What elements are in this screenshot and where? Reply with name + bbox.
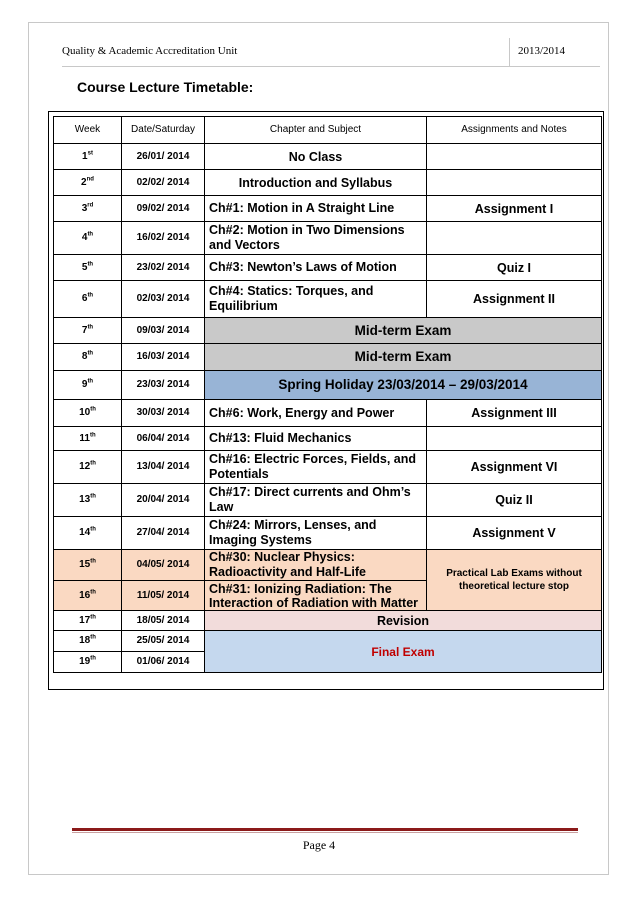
note-cell: Assignment V bbox=[427, 517, 602, 550]
table-row bbox=[54, 371, 602, 400]
chapter-cell: Ch#2: Motion in Two Dimensions and Vectors bbox=[205, 222, 427, 255]
lab-note-cell: Practical Lab Exams without theoretical lecture stop bbox=[427, 550, 602, 611]
week-cell: 7th bbox=[54, 318, 122, 344]
date-cell: 16/02/ 2014 bbox=[122, 222, 205, 255]
table-row bbox=[54, 222, 602, 255]
footer-rule bbox=[72, 828, 578, 831]
chapter-cell: No Class bbox=[205, 144, 427, 170]
chapter-cell: Ch#24: Mirrors, Lenses, and Imaging Systems bbox=[205, 517, 427, 550]
date-cell: 27/04/ 2014 bbox=[122, 517, 205, 550]
table-row bbox=[54, 451, 602, 484]
table-row bbox=[54, 484, 602, 517]
revision-cell: Revision bbox=[205, 611, 602, 631]
table-row bbox=[54, 144, 602, 170]
page-number: Page 4 bbox=[302, 838, 336, 852]
table-row bbox=[54, 427, 602, 451]
date-cell: 23/03/ 2014 bbox=[122, 371, 205, 400]
date-cell: 13/04/ 2014 bbox=[122, 451, 205, 484]
week-cell: 14th bbox=[54, 517, 122, 550]
chapter-cell: Ch#1: Motion in A Straight Line bbox=[205, 196, 427, 222]
table-row bbox=[54, 255, 602, 281]
table-row bbox=[54, 344, 602, 371]
date-cell: 20/04/ 2014 bbox=[122, 484, 205, 517]
chapter-cell: Ch#6: Work, Energy and Power bbox=[205, 400, 427, 427]
holiday-cell: Spring Holiday 23/03/2014 – 29/03/2014 bbox=[205, 371, 602, 400]
table-row bbox=[54, 611, 602, 631]
date-cell: 25/05/ 2014 bbox=[122, 631, 205, 652]
week-cell: 1st bbox=[54, 144, 122, 170]
date-cell: 30/03/ 2014 bbox=[122, 400, 205, 427]
table-row bbox=[54, 550, 602, 581]
week-cell: 12th bbox=[54, 451, 122, 484]
chapter-cell: Ch#17: Direct currents and Ohm’s Law bbox=[205, 484, 427, 517]
chapter-cell: Ch#30: Nuclear Physics: Radioactivity and Half-Life bbox=[205, 550, 427, 581]
week-cell: 5th bbox=[54, 255, 122, 281]
date-cell: 23/02/ 2014 bbox=[122, 255, 205, 281]
chapter-cell: Ch#16: Electric Forces, Fields, and Potentials bbox=[205, 451, 427, 484]
note-cell: Assignment II bbox=[427, 281, 602, 318]
header-year: 2013/2014 bbox=[518, 45, 566, 57]
week-cell: 16th bbox=[54, 581, 122, 611]
page-header bbox=[62, 38, 600, 67]
week-cell: 3rd bbox=[54, 196, 122, 222]
week-cell: 4th bbox=[54, 222, 122, 255]
week-cell: 13th bbox=[54, 484, 122, 517]
header-divider bbox=[509, 38, 510, 66]
note-cell: Assignment III bbox=[427, 400, 602, 427]
week-cell: 15th bbox=[54, 550, 122, 581]
timetable bbox=[53, 116, 602, 673]
week-cell: 19th bbox=[54, 652, 122, 673]
timetable-frame bbox=[48, 111, 604, 690]
date-cell: 06/04/ 2014 bbox=[122, 427, 205, 451]
table-row bbox=[54, 318, 602, 344]
midterm-cell: Mid-term Exam bbox=[205, 318, 602, 344]
note-cell bbox=[427, 170, 602, 196]
week-cell: 9th bbox=[54, 371, 122, 400]
date-cell: 18/05/ 2014 bbox=[122, 611, 205, 631]
week-cell: 8th bbox=[54, 344, 122, 371]
note-cell bbox=[427, 144, 602, 170]
footer-rule-thin bbox=[72, 832, 578, 833]
table-row bbox=[54, 281, 602, 318]
midterm-cell: Mid-term Exam bbox=[205, 344, 602, 371]
date-cell: 02/02/ 2014 bbox=[122, 170, 205, 196]
header-row bbox=[54, 117, 602, 144]
date-cell: 26/01/ 2014 bbox=[122, 144, 205, 170]
chapter-cell: Ch#3: Newton’s Laws of Motion bbox=[205, 255, 427, 281]
week-cell: 11th bbox=[54, 427, 122, 451]
date-cell: 09/03/ 2014 bbox=[122, 318, 205, 344]
col-notes: Assignments and Notes bbox=[427, 117, 602, 144]
table-row bbox=[54, 196, 602, 222]
col-date: Date/Saturday bbox=[122, 117, 205, 144]
date-cell: 04/05/ 2014 bbox=[122, 550, 205, 581]
note-cell bbox=[427, 222, 602, 255]
chapter-cell: Ch#4: Statics: Torques, and Equilibrium bbox=[205, 281, 427, 318]
note-cell: Quiz I bbox=[427, 255, 602, 281]
note-cell: Assignment VI bbox=[427, 451, 602, 484]
table-row bbox=[54, 631, 602, 652]
week-cell: 10th bbox=[54, 400, 122, 427]
table-row bbox=[54, 517, 602, 550]
week-cell: 6th bbox=[54, 281, 122, 318]
col-chapter: Chapter and Subject bbox=[205, 117, 427, 144]
col-week: Week bbox=[54, 117, 122, 144]
chapter-cell: Ch#13: Fluid Mechanics bbox=[205, 427, 427, 451]
week-cell: 17th bbox=[54, 611, 122, 631]
header-unit: Quality & Academic Accreditation Unit bbox=[62, 45, 238, 57]
week-cell: 18th bbox=[54, 631, 122, 652]
note-cell: Assignment I bbox=[427, 196, 602, 222]
week-cell: 2nd bbox=[54, 170, 122, 196]
date-cell: 11/05/ 2014 bbox=[122, 581, 205, 611]
note-cell: Quiz II bbox=[427, 484, 602, 517]
chapter-cell: Ch#31: Ionizing Radiation: The Interaction of Radiation with Matter bbox=[205, 581, 427, 611]
date-cell: 02/03/ 2014 bbox=[122, 281, 205, 318]
table-row bbox=[54, 400, 602, 427]
note-cell bbox=[427, 427, 602, 451]
page-title: Course Lecture Timetable: bbox=[77, 79, 254, 95]
date-cell: 09/02/ 2014 bbox=[122, 196, 205, 222]
chapter-cell: Introduction and Syllabus bbox=[205, 170, 427, 196]
table-row bbox=[54, 170, 602, 196]
date-cell: 16/03/ 2014 bbox=[122, 344, 205, 371]
final-exam-cell: Final Exam bbox=[205, 631, 602, 673]
date-cell: 01/06/ 2014 bbox=[122, 652, 205, 673]
